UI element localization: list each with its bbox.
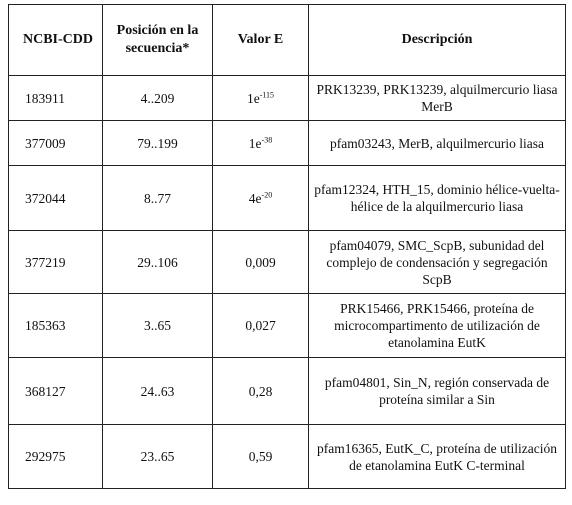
cell-evalue — [213, 76, 309, 121]
cell-id: 372044 — [9, 166, 103, 231]
cell-description: pfam16365, EutK_C, proteína de utilización de etanolamina EutK C-terminal — [309, 425, 566, 489]
evalue-exponent: -115 — [259, 90, 275, 99]
cell-position: 8..77 — [103, 166, 213, 231]
header-position: Posición en la secuencia* — [103, 5, 213, 76]
table-row — [9, 121, 566, 166]
evalue-base: 0,027 — [245, 318, 276, 333]
cell-position: 4..209 — [103, 76, 213, 121]
cell-description: pfam03243, MerB, alquilmercurio liasa — [309, 121, 566, 166]
table-row — [9, 166, 566, 231]
cell-position: 3..65 — [103, 294, 213, 358]
header-ncbi-cdd: NCBI-CDD — [9, 5, 103, 76]
cell-description: pfam12324, HTH_15, dominio hélice-vuelta-hélice de la alquilmercurio liasa — [309, 166, 566, 231]
evalue-base: 4e — [248, 190, 262, 206]
header-description: Descripción — [309, 5, 566, 76]
cell-id: 292975 — [9, 425, 103, 489]
evalue-exponent: -38 — [261, 135, 273, 144]
cell-position: 29..106 — [103, 231, 213, 294]
cell-id: 377219 — [9, 231, 103, 294]
header-evalue: Valor E — [213, 5, 309, 76]
header-row — [9, 5, 566, 76]
table-row — [9, 231, 566, 294]
cell-description: pfam04079, SMC_ScpB, subunidad del complejo de condensación y segregación ScpB — [309, 231, 566, 294]
cell-evalue — [213, 166, 309, 231]
table-row — [9, 425, 566, 489]
cell-evalue — [213, 425, 309, 489]
cell-id: 185363 — [9, 294, 103, 358]
table-row — [9, 294, 566, 358]
table-row — [9, 358, 566, 425]
cell-description: PRK15466, PRK15466, proteína de microcompartimento de utilización de etanolamina EutK — [309, 294, 566, 358]
cell-evalue — [213, 121, 309, 166]
cell-id: 183911 — [9, 76, 103, 121]
table-row — [9, 76, 566, 121]
cell-evalue — [213, 294, 309, 358]
cell-id: 368127 — [9, 358, 103, 425]
cell-position: 23..65 — [103, 425, 213, 489]
cell-evalue — [213, 358, 309, 425]
cell-description: pfam04801, Sin_N, región conservada de proteína similar a Sin — [309, 358, 566, 425]
evalue-base: 1e — [248, 135, 262, 151]
evalue-base: 0,28 — [248, 383, 273, 399]
cell-id: 377009 — [9, 121, 103, 166]
evalue-exponent: -20 — [261, 190, 273, 199]
evalue-base: 0,59 — [248, 449, 273, 464]
cell-position: 24..63 — [103, 358, 213, 425]
evalue-base: 0,009 — [245, 254, 276, 270]
cell-description: PRK13239, PRK13239, alquilmercurio liasa MerB — [309, 76, 566, 121]
cell-position: 79..199 — [103, 121, 213, 166]
cell-evalue — [213, 231, 309, 294]
evalue-base: 1e — [246, 90, 260, 106]
results-table — [8, 4, 566, 489]
